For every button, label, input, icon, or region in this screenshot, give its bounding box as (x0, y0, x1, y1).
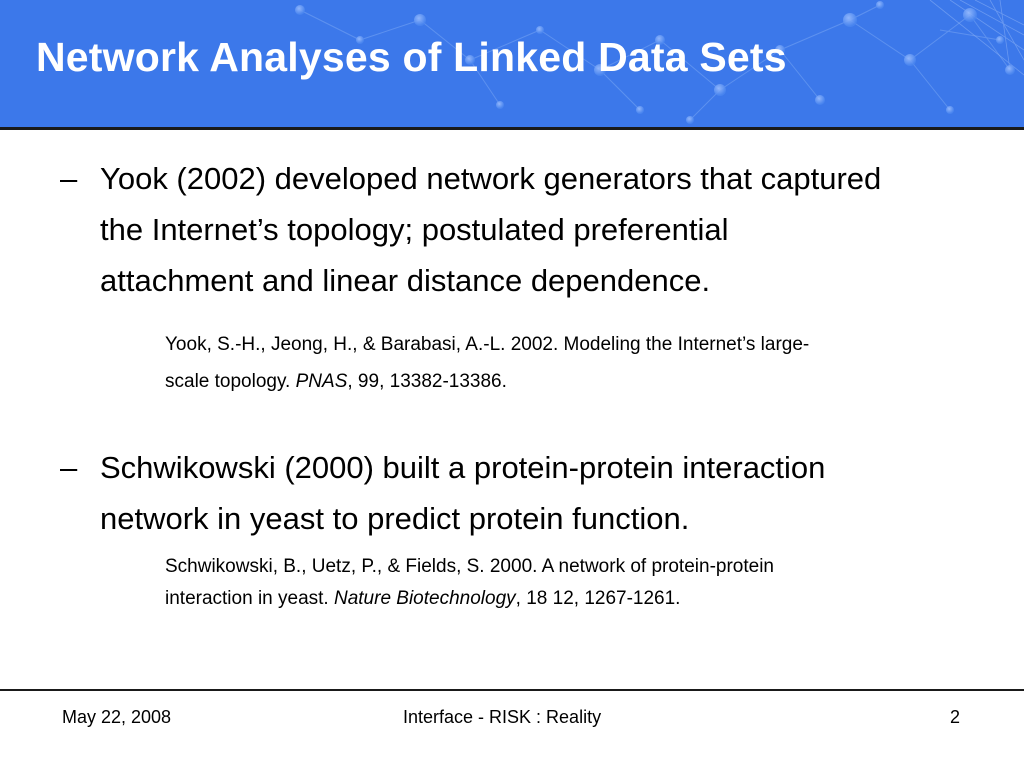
bullet-dash: – (60, 161, 78, 196)
bullet-text: attachment and linear distance dependence. (100, 263, 711, 298)
journal-name: PNAS (295, 371, 348, 392)
reference-text: scale topology. (165, 371, 296, 392)
reference-text: , 18 12, 1267-1261. (515, 588, 681, 609)
bullet-text: Schwikowski (2000) built a protein-protein interaction (100, 450, 826, 485)
bullet-point (60, 442, 825, 544)
bullet-dash: – (60, 450, 78, 485)
page-number: 2 (950, 707, 961, 727)
header-banner (0, 0, 1024, 127)
bullet-text: the Internet’s topology; postulated preferential (100, 212, 729, 247)
reference-line (165, 363, 809, 400)
footer-title: Interface - RISK : Reality (403, 707, 602, 727)
bullet-line (60, 442, 825, 493)
reference-text: Schwikowski, B., Uetz, P., & Fields, S. 2000. A network of protein-protein (165, 556, 774, 577)
slide-title: Network Analyses of Linked Data Sets (36, 34, 787, 80)
footer-date: May 22, 2008 (62, 707, 172, 727)
footer-divider (0, 689, 1024, 691)
bullet-text: network in yeast to predict protein function. (100, 501, 690, 536)
reference-text: Yook, S.-H., Jeong, H., & Barabasi, A.-L. 2002. Modeling the Internet’s large- (165, 334, 810, 355)
header-divider (0, 127, 1024, 130)
reference-text: interaction in yeast. (165, 588, 334, 609)
reference-text: , 99, 13382-13386. (347, 371, 507, 392)
bullet-point (60, 153, 881, 306)
reference-line (165, 583, 774, 615)
bullet-text: Yook (2002) developed network generators that captured (100, 161, 882, 196)
reference-citation (165, 551, 774, 615)
bullet-line (60, 153, 881, 204)
reference-citation (165, 326, 809, 400)
journal-name: Nature Biotechnology (333, 588, 516, 609)
